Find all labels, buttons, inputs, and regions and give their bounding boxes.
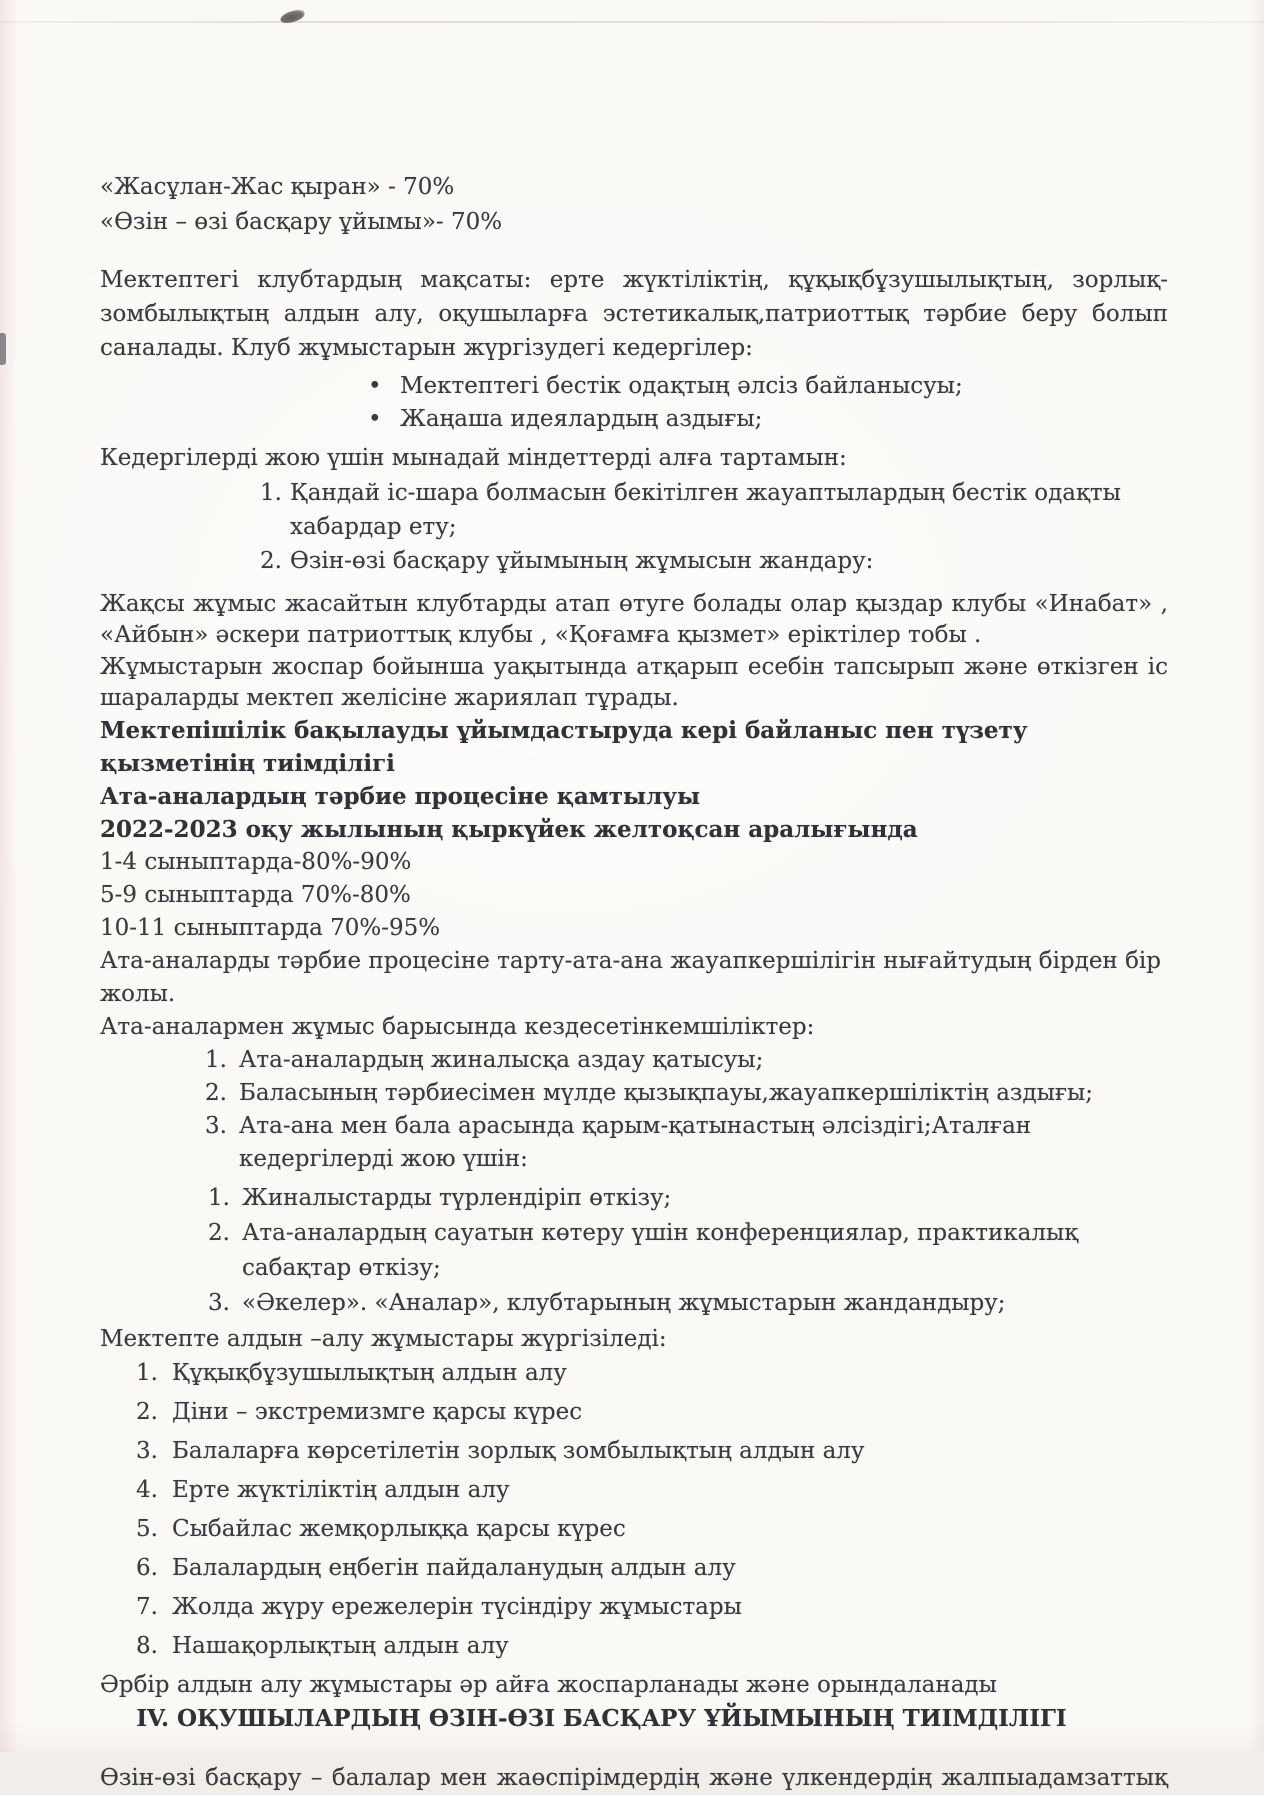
list-number: 3. (205, 1113, 227, 1139)
heading-period: 2022-2023 оқу жылының қыркүйек желтоқсан аралығында (100, 816, 918, 843)
list-number: 1. (208, 1185, 230, 1211)
club-rating-line-1: «Жасұлан-Жас қыран» - 70% (100, 174, 455, 200)
prevention-list (136, 1357, 1168, 1663)
list-number: 2. (260, 548, 282, 574)
prevention-item (136, 1513, 1168, 1546)
list-number: 2. (205, 1080, 227, 1106)
shortcomings-intro: Ата-аналармен жұмыс барысында кездесетінкемшіліктер: (100, 1014, 815, 1040)
task-item (260, 544, 1168, 578)
task-item (260, 476, 1168, 544)
list-number: 2. (208, 1220, 230, 1246)
prevention-item (136, 1357, 1168, 1390)
prevention-text: Құқықбұзушылықтың алдын алу (172, 1360, 567, 1386)
grade-stat-3: 10-11 сыныптарда 70%-95% (100, 915, 441, 941)
prevention-text: Ерте жүктіліктің алдын алу (172, 1477, 510, 1503)
grade-stat-1: 1-4 сыныптарда-80%-90% (100, 849, 412, 875)
prevention-item (136, 1591, 1168, 1624)
club-rating-line-2: «Өзін – өзі басқару ұйымы»- 70% (100, 209, 503, 235)
prevention-item (136, 1630, 1168, 1663)
barrier-item (368, 403, 1168, 436)
shortcomings-list (205, 1044, 1168, 1176)
shortcoming-item (205, 1077, 1168, 1110)
bullet-icon: • (368, 373, 382, 399)
solution-text: «Әкелер». «Аналар», клубтарының жұмыстарын жандандыру; (242, 1290, 1006, 1316)
list-number: 1. (136, 1360, 158, 1386)
heading-parents: Ата-аналардың тәрбие процесіне қамтылуы (100, 783, 701, 810)
prevention-intro: Мектепте алдын –алу жұмыстары жүргізіледі: (100, 1326, 667, 1352)
solution-item (208, 1216, 1168, 1286)
list-number: 3. (136, 1438, 158, 1464)
prevention-text: Нашақорлықтың алдын алу (172, 1633, 509, 1659)
task-text: Қандай іс-шара болмасын бекітілген жауаптылардың бестік одақты хабардар ету; (290, 480, 1121, 540)
list-number: 8. (136, 1633, 158, 1659)
barrier-text: Жаңаша идеялардың аздығы; (400, 406, 763, 432)
solution-item (208, 1181, 1168, 1216)
task-text: Өзін-өзі басқару ұйымының жұмысын жандару: (290, 548, 874, 574)
heading-feedback: Мектепішілік бақылауды ұйымдастыруда кері байланыс пен түзету қызметінің тиімділігі (100, 717, 1028, 777)
shortcoming-text: Ата-ана мен бала арасында қарым-қатынастың әлсіздігі;Аталған кедергілерді жою үшін: (239, 1113, 1032, 1172)
paragraph-self-governance: Өзін-өзі басқару – балалар мен жаөспірімдердің және үлкендердің жалпыадамзаттық (100, 1765, 1168, 1791)
prevention-item (136, 1474, 1168, 1507)
list-number: 4. (136, 1477, 158, 1503)
solutions-list (208, 1181, 1168, 1321)
section-title: IV. ОҚУШЫЛАРДЫҢ ӨЗІН-ӨЗІ БАСҚАРУ ҰЙЫМЫНЫҢ ТИІМДІЛІГІ (136, 1705, 1067, 1732)
prevention-item (136, 1435, 1168, 1468)
list-number: 2. (136, 1399, 158, 1425)
shortcoming-item (205, 1044, 1168, 1077)
prevention-text: Сыбайлас жемқорлыққа қарсы күрес (172, 1516, 626, 1542)
list-number: 1. (260, 480, 282, 506)
tasks-intro: Кедергілерді жою үшін мынадай міндеттерді алға тартамын: (100, 445, 847, 471)
prevention-item (136, 1552, 1168, 1585)
prevention-text: Балалардың еңбегін пайдаланудың алдын алу (172, 1555, 736, 1581)
list-number: 5. (136, 1516, 158, 1542)
prevention-text: Балаларға көрсетілетін зорлық зомбылықтың алдын алу (172, 1438, 865, 1464)
prevention-text: Жолда жүру ережелерін түсіндіру жұмыстары (172, 1594, 742, 1620)
solution-text: Ата-аналардың сауатын көтеру үшін конференциялар, практикалық сабақтар өткізу; (242, 1220, 1079, 1281)
list-number: 6. (136, 1555, 158, 1581)
solution-text: Жиналыстарды түрлендіріп өткізу; (242, 1185, 672, 1211)
list-number: 3. (208, 1290, 230, 1316)
barriers-list (368, 370, 1168, 436)
paragraph-work-schedule: Жұмыстарын жоспар бойынша уақытында атқарып есебін тапсырып және өткізген іс шараларды мектеп желісіне жариялап тұрады. (100, 654, 1168, 711)
shortcoming-text: Ата-аналардың жиналысқа аздау қатысуы; (239, 1047, 764, 1073)
shortcoming-item (205, 1110, 1168, 1176)
paragraph-good-clubs: Жақсы жұмыс жасайтын клубтарды атап өтуге болады олар қыздар клубы «Инабат» , «Айбын» әскери патриоттық клубы , «Қоғамға қызмет» еріктілер тобы . (100, 591, 1168, 648)
grade-stat-2: 5-9 сыныптарда 70%-80% (100, 882, 411, 908)
solution-item (208, 1286, 1168, 1321)
list-number: 1. (205, 1047, 227, 1073)
prevention-note: Әрбір алдын алу жұмыстары әр айға жоспарланады және орындаланады (100, 1672, 997, 1698)
list-number: 7. (136, 1594, 158, 1620)
barrier-item (368, 370, 1168, 403)
prevention-text: Діни – экстремизмге қарсы күрес (172, 1399, 583, 1425)
prevention-item (136, 1396, 1168, 1429)
barrier-text: Мектептегі бестік одақтың әлсіз байланысуы; (400, 373, 963, 399)
paragraph-clubs-goal: Мектептегі клубтардың мақсаты: ерте жүктіліктің, құқықбұзушылықтың, зорлық-зомбылықтың алдын алу, оқушыларға эстетикалық,патриоттық тәрбие беру болып саналады. Клуб жұмыстарын жүргізудегі кедергілер: (100, 267, 1168, 361)
bullet-icon: • (368, 406, 382, 432)
paragraph-parents-involve: Ата-аналарды тәрбие процесіне тарту-ата-ана жауапкершілігін нығайтудың бірден бір жолы. (100, 948, 1161, 1007)
tasks-list (260, 476, 1168, 578)
shortcoming-text: Баласының тәрбиесімен мүлде қызықпауы,жауапкершіліктің аздығы; (239, 1080, 1094, 1106)
